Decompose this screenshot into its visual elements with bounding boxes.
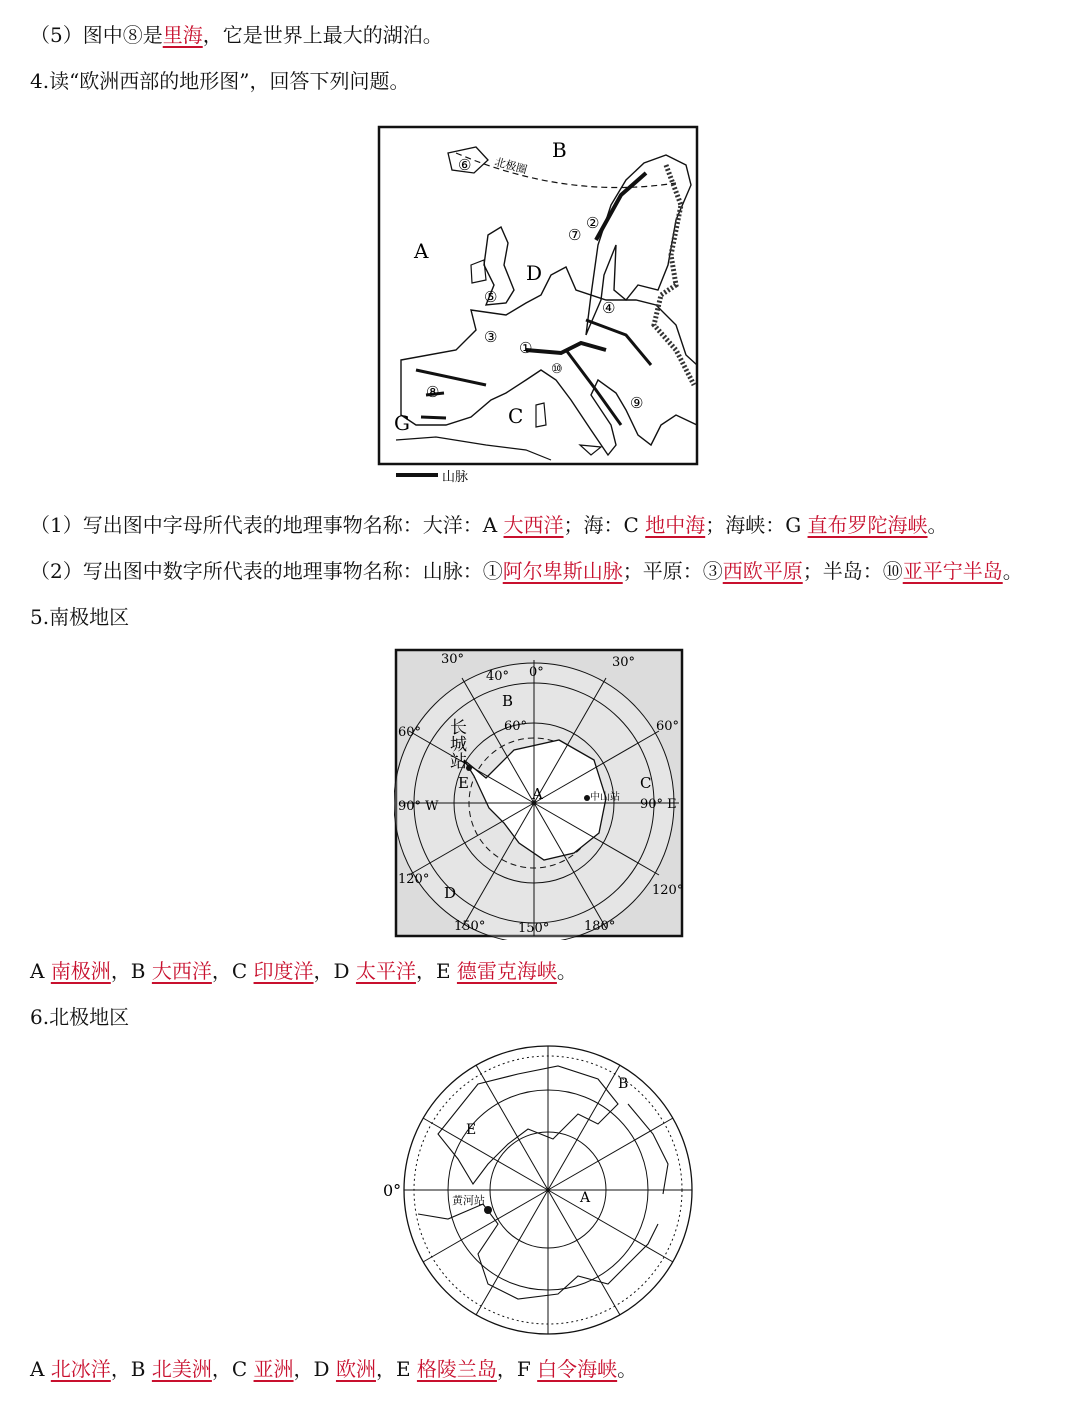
- question-5-suffix: ，它是世界上最大的湖泊。: [202, 23, 443, 47]
- lon-label-30w: 30°: [441, 652, 465, 667]
- legend-label: 山脉: [442, 470, 469, 485]
- q5-prefix-a: A: [30, 959, 51, 983]
- arctic-map: [378, 1044, 718, 1336]
- answer-drake-passage: 德雷克海峡: [456, 959, 557, 983]
- arc-letter-b: B: [618, 1076, 629, 1092]
- answer-indian-ocean: 印度洋: [253, 959, 314, 983]
- question-5-line: [30, 22, 443, 48]
- q5-prefix-e: ，E: [415, 959, 457, 983]
- map-number-6: ⑥: [458, 156, 472, 174]
- antarctica-map: [394, 648, 684, 940]
- question-6-answer: [30, 1356, 637, 1382]
- answer-europe: 欧洲: [335, 1357, 376, 1381]
- question-4-sub2: [30, 558, 1023, 584]
- map-number-4: ④: [602, 299, 616, 317]
- q6-end: 。: [617, 1357, 638, 1381]
- map-number-1: ①: [519, 339, 533, 357]
- answer-west-europe-plain: 西欧平原: [722, 559, 803, 583]
- lat-label-0: 0°: [529, 665, 544, 680]
- map-letter-d: D: [526, 261, 543, 285]
- q6-prefix-e: ，E: [375, 1357, 417, 1381]
- map-letter-b: B: [552, 138, 567, 162]
- map-number-8: ⑧: [426, 383, 440, 401]
- answer-atlantic: 大西洋: [503, 513, 564, 537]
- q5-prefix-c: ，C: [211, 959, 254, 983]
- question-4-sub1: [30, 512, 948, 538]
- lon-label-120e: 120°: [652, 883, 684, 898]
- q4-sub1-mid2: ；海峡：G: [705, 513, 808, 537]
- question-5-answer: [30, 958, 577, 984]
- answer-antarctica: 南极洲: [50, 959, 111, 983]
- q5-prefix-d: ，D: [313, 959, 356, 983]
- question-6-title: 6.北极地区: [30, 1005, 130, 1029]
- lon-label-60e: 60°: [656, 719, 680, 734]
- question-5-prefix: （5）图中⑧是: [30, 23, 163, 47]
- q5-prefix-b: ，B: [110, 959, 152, 983]
- lat-label-60: 60°: [504, 719, 528, 734]
- question-5-title: 5.南极地区: [30, 605, 130, 629]
- arctic-circle-label: 北极圈: [493, 155, 529, 177]
- map-number-3: ③: [484, 328, 498, 346]
- lon-label-150e: 180°: [584, 919, 616, 934]
- answer-gibraltar: 直布罗陀海峡: [807, 513, 928, 537]
- q4-sub1-prefix: （1）写出图中字母所代表的地理事物名称：大洋：A: [30, 513, 504, 537]
- q6-prefix-c: ，C: [211, 1357, 254, 1381]
- answer-north-america: 北美洲: [151, 1357, 212, 1381]
- lon-label-90e: 90° E: [640, 797, 677, 812]
- europe-terrain-map: [376, 125, 702, 490]
- ant-letter-d: D: [444, 884, 457, 902]
- answer-greenland: 格陵兰岛: [416, 1357, 497, 1381]
- answer-apennine: 亚平宁半岛: [902, 559, 1003, 583]
- q4-sub2-mid2: ；半岛：⑩: [802, 559, 903, 583]
- lon-label-120w: 120°: [398, 872, 430, 887]
- q6-prefix-d: ，D: [293, 1357, 336, 1381]
- answer-bering-strait: 白令海峡: [537, 1357, 618, 1381]
- q4-sub2-mid1: ；平原：③: [622, 559, 723, 583]
- answer-b-atlantic: 大西洋: [151, 959, 212, 983]
- lon-label-30e: 30°: [612, 655, 636, 670]
- question-4-title: 4.读“欧洲西部的地形图”，回答下列问题。: [30, 69, 410, 93]
- map-letter-c: C: [508, 404, 524, 428]
- q4-sub2-prefix: （2）写出图中数字所代表的地理事物名称：山脉：①: [30, 559, 503, 583]
- ant-letter-b: B: [502, 692, 514, 710]
- lat-label-40: 40°: [486, 669, 510, 684]
- q6-prefix-a: A: [30, 1357, 51, 1381]
- map-letter-a: A: [414, 239, 429, 263]
- lon-label-180: 150°: [518, 921, 550, 936]
- answer-caspian: 里海: [162, 23, 203, 47]
- zhongshan-station-label: 中山站: [590, 792, 620, 803]
- arc-letter-e: E: [466, 1122, 477, 1138]
- map-number-7: ⑦: [568, 226, 582, 244]
- answer-asia: 亚洲: [253, 1357, 294, 1381]
- map-letter-g: G: [394, 411, 410, 435]
- q6-prefix-b: ，B: [110, 1357, 152, 1381]
- arc-letter-a: A: [580, 1190, 591, 1206]
- q4-sub2-end: 。: [1002, 559, 1023, 583]
- q5-end: 。: [556, 959, 577, 983]
- lon-label-60w: 60°: [398, 725, 422, 740]
- ant-letter-c: C: [640, 774, 652, 792]
- map-number-5: ⑤: [484, 288, 498, 306]
- map-number-9: ⑨: [630, 394, 644, 412]
- answer-mediterranean: 地中海: [645, 513, 706, 537]
- yellow-river-station-label: 黄河站: [452, 1194, 485, 1207]
- lon-label-90w: 90° W: [398, 799, 439, 814]
- answer-arctic-ocean: 北冰洋: [50, 1357, 111, 1381]
- arc-lon-0: 0°: [383, 1181, 402, 1200]
- great-wall-station-label: 长城站: [446, 718, 466, 769]
- q4-sub1-mid1: ；海：C: [563, 513, 646, 537]
- answer-pacific: 太平洋: [355, 959, 416, 983]
- map-number-10: ⑩: [551, 362, 563, 377]
- q6-prefix-f: ，F: [496, 1357, 538, 1381]
- ant-letter-e: E: [458, 774, 469, 792]
- q4-sub1-end: 。: [927, 513, 948, 537]
- lon-label-150w: 150°: [454, 919, 486, 934]
- answer-alps: 阿尔卑斯山脉: [502, 559, 623, 583]
- map-number-2: ②: [586, 214, 600, 232]
- ant-letter-a: A: [532, 785, 543, 803]
